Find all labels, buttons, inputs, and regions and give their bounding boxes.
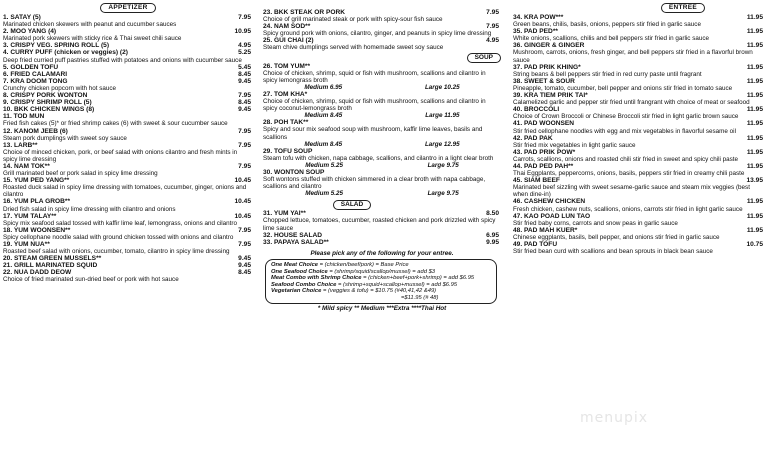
item-description: Roasted duck salad in spicy lime dressing with tomatoes, cucumber, ginger, onions and cilantro [3, 184, 247, 199]
menu-item [3, 128, 253, 142]
menu-item [513, 64, 765, 78]
item-name: 31. YUM YAI** [263, 210, 306, 218]
menu-item [3, 42, 253, 49]
item-description: Chopped lettuce, tomatoes, cucumber, roasted chicken and pork drizzled with spicy lime sauce [263, 217, 496, 232]
item-name: 18. YUM WOONSEN** [3, 226, 71, 234]
menu-item [263, 23, 501, 37]
item-price: 10.45 [234, 212, 251, 220]
menu-item [3, 71, 253, 78]
item-description: Marinated pork skewers with sticky rice & Thai sweet chili sauce [3, 35, 182, 43]
menu-item [263, 9, 501, 23]
item-price: 7.95 [486, 23, 499, 31]
item-name: 40. BROCCOLI [513, 106, 560, 114]
item-name: 43. PAD PRIK POW* [513, 148, 576, 156]
choice-value: = (shrimp+squid+scallop+mussel) = add $6.95 [338, 281, 458, 288]
soup-sizes [263, 84, 501, 91]
menu-item [3, 113, 253, 127]
item-description: Fried fish cakes (5)* or fried shrimp cakes (6) with sweet & sour cucumber sauce [3, 120, 228, 128]
item-description: Dried fish salad in spicy lime dressing with cilantro and onions [3, 205, 176, 213]
menu-item [3, 177, 253, 198]
item-name: 32. HOUSE SALAD [263, 231, 322, 239]
menu-item [3, 255, 253, 262]
item-description: Carrots, scallions, onions and roasted chili stir fried in sweet and spicy chili paste [513, 155, 739, 163]
item-description: Stir fried bean curd with scallions and bean sprouts in black bean sauce [513, 248, 713, 256]
choice-label: Meat Combo with Shrimp Choice [271, 275, 362, 282]
item-name: 30. WONTON SOUP [263, 168, 325, 176]
item-name: 20. STEAM GREEN MUSSELS** [3, 255, 102, 263]
item-description: Chinese eggplants, basils, bell pepper, and onions stir fried in garlic sauce [513, 233, 720, 241]
item-name: 24. NAM SOD** [263, 23, 311, 31]
item-description: Choice of Crown Broccoli or Chinese Broccoli stir fried in light garlic brown sauce [513, 113, 739, 121]
item-name: 12. KANOM JEEB (6) [3, 127, 68, 135]
item-name: 15. YUM PED YANG** [3, 177, 70, 185]
item-description: Choice of minced chicken, pork, or beef salad with onions cilantro and fresh mints in spicy lime dressing [3, 148, 238, 163]
menu-item [263, 169, 501, 197]
item-description: Marinated beef sizzling with sweet sesame-garlic sauce and steam mix veggies (best when dine-in) [513, 184, 750, 199]
menu-item [513, 241, 765, 255]
item-description: Stir fried baby corns, carrots and snow peas in garlic sauce [513, 219, 678, 227]
item-description: Green beans, chilis, basils, onions, peppers stir fried in garlic sauce [513, 21, 701, 29]
item-price: 7.95 [486, 9, 499, 16]
menu-item [3, 14, 253, 28]
item-name: 38. SWEET & SOUR [513, 77, 575, 85]
item-price: 7.95 [238, 141, 251, 149]
item-name: 27. TOM KHA* [263, 90, 308, 98]
choice-row [271, 288, 491, 295]
salad-list [263, 210, 501, 245]
appetizer-list [3, 14, 253, 284]
item-description: Marinated chicken skewers with peanut and cucumber sauces [3, 21, 177, 29]
entree-list [513, 14, 765, 255]
menu-item [263, 91, 501, 119]
item-price: 11.95 [746, 134, 763, 142]
item-description: Steam chive dumplings served with homemade sweet soy sauce [263, 44, 444, 52]
item-price: 11.95 [746, 92, 763, 100]
menu-item [3, 142, 253, 163]
item-price: 10.45 [234, 198, 251, 206]
choice-row [271, 282, 491, 289]
item-name: 21. GRILL MARINATED SQUID [3, 262, 98, 270]
item-name: 6. FRIED CALAMARI [3, 70, 68, 78]
item-description: White onions, scallions, chilis and bell peppers stir fried in garlic sauce [513, 35, 709, 43]
choice-value: = (shrimp/squid/scallop/mussel) = add $3 [329, 268, 436, 275]
item-name: 25. GUI CHAI (2) [263, 37, 314, 45]
item-price: 9.45 [238, 262, 251, 270]
medium-price: Medium 5.25 [305, 161, 344, 169]
item-description: Choice of chicken, shrimp, squid or fish with mushroom, scallions and cilantro in spicy coconut-lemongrass broth [263, 98, 486, 113]
item-name: 14. NAM TOK** [3, 162, 50, 170]
menu-item [3, 269, 253, 283]
spice-legend: * Mild spicy ** Medium ***Extra ****Thai Hot [317, 305, 447, 313]
item-description: Pineapple, tomato, cucumber, bell pepper and onions stir fried in tomato sauce [513, 84, 733, 92]
item-price: 7.95 [238, 162, 251, 170]
appetizer-column [3, 0, 253, 466]
menu-item [513, 177, 765, 198]
item-price: 5.25 [238, 49, 251, 57]
medium-price: Medium 5.25 [305, 190, 344, 198]
item-price: 9.45 [238, 255, 251, 263]
item-price: 11.95 [746, 162, 763, 170]
item-name: 8. CRISPY PORK WONTON [3, 92, 88, 100]
menu-item [3, 213, 253, 227]
item-price: 8.45 [238, 99, 251, 107]
soup-header-row [263, 53, 501, 63]
soup-list [263, 63, 501, 198]
item-description: Fresh chicken, cashew nuts, scallions, onions, carrots stir fried in light garlic sauce [513, 205, 743, 213]
item-description: Crunchy chicken popcorn with hot sauce [3, 84, 117, 92]
item-description: Spicy mix seafood salad tossed with kaffir lime leaf, lemongrass, onions and cilantro [3, 219, 238, 227]
item-description: Roasted beef salad with onions, cucumber, tomato, cilantro in spicy lime dressing [3, 248, 230, 256]
entree-choice-notice: Please pick any of the following for your entree. [310, 249, 454, 257]
item-price: 4.95 [486, 37, 499, 45]
item-name: 2. MOO YANG (4) [3, 28, 57, 36]
soup-sizes [263, 190, 501, 197]
item-name: 28. POH TAK** [263, 119, 309, 127]
menu-item [263, 210, 501, 231]
item-name: 35. PAD PED** [513, 28, 558, 36]
item-description: Stir fried cellophane noodles with egg and mix vegetables in flavorful sesame oil [513, 127, 736, 135]
item-name: 1. SATAY (5) [3, 14, 41, 21]
item-name: 37. PAD PRIK KHING* [513, 63, 581, 71]
item-price: 7.95 [238, 241, 251, 248]
item-price: 9.45 [238, 106, 251, 114]
choice-row [271, 275, 491, 282]
item-name: 13. LARB** [3, 141, 38, 149]
item-price: 7.95 [238, 127, 251, 135]
large-price: Large 10.25 [424, 83, 460, 91]
item-name: 7. KRA DOOM TONG [3, 77, 68, 85]
menu-item [263, 239, 501, 246]
item-name: 44. PAD PED PAH** [513, 162, 574, 170]
item-name: 11. TOD MUN [3, 113, 45, 121]
item-name: 10. BKK CHICKEN WINGS (8) [3, 106, 95, 114]
menu-item [3, 92, 253, 99]
menu-item [263, 148, 501, 169]
menu-item [513, 28, 765, 42]
protein-choice-box [265, 259, 497, 305]
item-description: Mushroom, carrots, onions, fresh ginger, and bell peppers stir fried in a flavorful brown sauce [513, 49, 753, 64]
menu-item [263, 232, 501, 239]
item-price: 11.95 [746, 63, 763, 71]
medium-price: Medium 8.45 [304, 140, 343, 148]
menu-item [513, 14, 765, 28]
item-description: Choice of grill marinated steak or pork with spicy-sour fish sauce [263, 16, 443, 24]
item-description: Soft wontons stuffed with chicken simmered in a clear broth with napa cabbage, scallions and cilantro [263, 176, 486, 191]
item-price: 11.95 [746, 226, 763, 234]
menu-item [3, 28, 253, 42]
item-description: Steam pork dumplings with sweet soy sauce [3, 134, 127, 142]
watermark-logo: menupix [580, 410, 649, 426]
soup-sizes [263, 141, 501, 148]
item-price: 6.95 [486, 231, 499, 239]
item-description: Choice of fried marinated sun-dried beef or pork with hot sauce [3, 276, 179, 284]
item-name: 5. GOLDEN TOFU [3, 63, 59, 71]
choice-row [271, 269, 491, 276]
item-name: 34. KRA POW*** [513, 14, 564, 21]
appetizer-continued-list [263, 9, 501, 52]
medium-price: Medium 6.95 [304, 83, 343, 91]
choice-row [271, 262, 491, 269]
menu-item [3, 227, 253, 241]
medium-price: Medium 8.45 [304, 112, 343, 120]
item-price: 7.95 [238, 226, 251, 234]
menu-item [3, 106, 253, 113]
item-price: 10.45 [234, 177, 251, 185]
item-description: Spicy and sour mix seafood soup with mushroom, kaffir lime leaves, basils and scallions [263, 126, 483, 141]
soup-sizes [263, 162, 501, 169]
item-name: 42. PAD PAK [513, 134, 553, 142]
salad-header-row [263, 200, 501, 210]
item-name: 16. YUM PLA GROB** [3, 198, 71, 206]
item-price: 9.95 [486, 238, 499, 246]
choice-label: One Seafood Choice [271, 268, 328, 275]
menu-item [3, 163, 253, 177]
menu-item [513, 120, 765, 134]
menu-item [513, 227, 765, 241]
item-name: 17. YUM TALAY** [3, 212, 57, 220]
menu-item [3, 64, 253, 71]
choice-label: Vegetarian Choice [271, 288, 322, 295]
menu-item [3, 99, 253, 106]
choice-value: = (veggies & tofu) = $10.75 (#40,41,42 &49) [323, 288, 437, 295]
menu-item [263, 119, 501, 147]
choice-row [271, 295, 491, 302]
item-price: 11.95 [746, 106, 763, 114]
choice-value: =$11.95 (# 48) [401, 294, 439, 301]
item-name: 39. KRA TIEM PRIK TAI* [513, 92, 588, 100]
item-price: 11.95 [746, 198, 763, 206]
large-price: Large 11.95 [425, 112, 460, 120]
item-description: Deep fried curried puff pastries stuffed with potatoes and onions with cucumber sauce [3, 56, 242, 64]
menu-item [513, 135, 765, 149]
menu-item [513, 78, 765, 92]
item-name: 33. PAPAYA SALAD** [263, 238, 329, 246]
item-description: Steam tofu with chicken, napa cabbage, scallions, and cilantro in a light clear broth [263, 154, 494, 162]
item-name: 46. CASHEW CHICKEN [513, 198, 586, 206]
appetizer-header: APPETIZER [3, 3, 253, 13]
item-name: 22. NUA DADD DEOW [3, 269, 72, 277]
menu-item [3, 49, 253, 63]
item-price: 7.95 [238, 14, 251, 21]
item-name: 47. KAO POAD LUN TAO [513, 212, 591, 220]
item-price: 11.95 [746, 120, 763, 128]
item-name: 48. PAD MAH KUER* [513, 226, 578, 234]
menu-item [513, 106, 765, 120]
entree-column [513, 0, 765, 466]
item-price: 5.45 [238, 63, 251, 71]
salad-header: SALAD [333, 200, 371, 210]
menu-item [3, 262, 253, 269]
large-price: Large 9.75 [427, 161, 459, 169]
item-description: String beans & bell peppers stir fried in red curry paste until fragrant [513, 70, 702, 78]
item-price: 11.95 [746, 42, 763, 50]
item-price [251, 113, 253, 120]
item-price: 8.45 [238, 269, 251, 277]
item-name: 29. TOFU SOUP [263, 147, 313, 155]
item-price: 10.95 [234, 28, 251, 36]
item-price: 13.95 [746, 177, 763, 185]
item-description: Thai Eggplants, peppercorns, onions, basils, peppers stir fried in creamy chili paste [513, 170, 745, 178]
choice-label: One Meat Choice [271, 261, 319, 268]
item-name: 3. CRISPY VEG. SPRING ROLL (5) [3, 42, 110, 50]
menu-item [513, 149, 765, 163]
entree-header: ENTREE [513, 3, 705, 13]
item-description: Grill marinated beef or pork salad in spicy lime dressing [3, 170, 158, 178]
choice-value: = (chicken/beef/pork) = Base Price [319, 261, 409, 268]
soup-sizes [263, 112, 501, 119]
item-price: 11.95 [746, 212, 763, 220]
item-name: 9. CRISPY SHRIMP ROLL (5) [3, 99, 92, 107]
soup-header: SOUP [467, 53, 501, 63]
large-price: Large 9.75 [427, 190, 459, 198]
item-price: 9.45 [238, 77, 251, 85]
item-price: 10.75 [746, 241, 763, 248]
item-price: 11.95 [746, 148, 763, 156]
item-price: 7.95 [238, 92, 251, 100]
menu-item [3, 198, 253, 212]
item-price: 8.45 [238, 70, 251, 78]
choice-label: Seafood Combo Choice [271, 281, 337, 288]
menu-item [3, 78, 253, 92]
menu-item [3, 241, 253, 255]
item-name: 4. CURRY PUFF (chicken or veggies) (2) [3, 49, 128, 57]
menu-item [513, 42, 765, 63]
item-name: 19. YUM NUA** [3, 241, 50, 248]
item-description: Spicy cellophane noodle salad with ground chicken tossed with onions and cilantro [3, 233, 234, 241]
menu-item [513, 198, 765, 212]
item-price: 8.50 [486, 210, 499, 218]
menu-item [513, 213, 765, 227]
item-price: 4.95 [238, 42, 251, 50]
middle-column [263, 0, 501, 466]
item-price: 11.95 [746, 28, 763, 36]
item-description: Calamelized garlic and pepper stir fried until frangrant with choice of meat or seafood [513, 99, 750, 107]
large-price: Large 12.95 [424, 140, 460, 148]
item-name: 49. PAD TOFU [513, 241, 558, 248]
item-description: Stir fried mix vegetables in light garlic sauce [513, 141, 636, 149]
menu-item [513, 163, 765, 177]
item-description: Spicy ground pork with onions, cilantro, ginger, and peanuts in spicy lime dressing [263, 30, 492, 38]
choice-value: = (chicken+beef+pork+shrimp) = add $6.95 [363, 275, 475, 282]
menu-item [263, 63, 501, 91]
item-name: 41. PAD WOONSEN [513, 120, 575, 128]
item-name: 36. GINGER & GINGER [513, 42, 585, 50]
item-name: 26. TOM YUM** [263, 62, 311, 70]
item-description: Choice of chicken, shrimp, squid or fish with mushroom, scallions and cilantro in spicy lemongrass broth [263, 69, 486, 84]
item-price: 11.95 [746, 77, 763, 85]
item-name: 23. BKK STEAK OR PORK [263, 9, 346, 16]
item-name: 45. SIAM BEEF [513, 177, 560, 185]
menu-item [513, 92, 765, 106]
item-price: 11.95 [746, 14, 763, 21]
menu-item [263, 37, 501, 51]
